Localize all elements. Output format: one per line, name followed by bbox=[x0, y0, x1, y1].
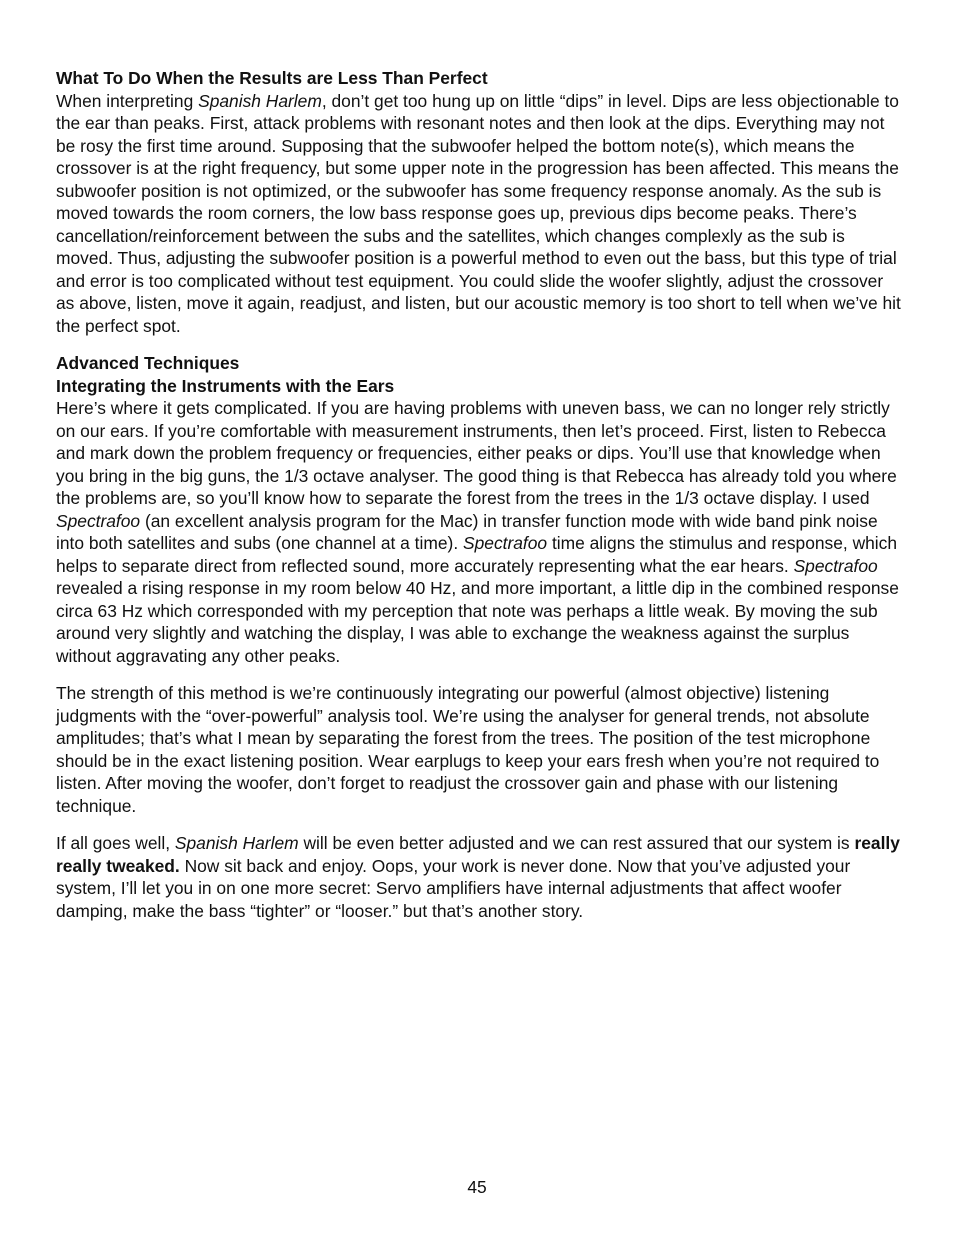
section-heading-advanced: Advanced Techniques bbox=[56, 353, 240, 373]
text-run: Now sit back and enjoy. Oops, your work is never done. Now that you’ve adjusted your system, I’ll let you in on one more secret: Servo amplifiers have internal adjustments that affect woofer damping, make the bass “tighter” or “looser.” but that’s another story. bbox=[56, 855, 851, 921]
italic-title-spanish-harlem: Spanish Harlem bbox=[174, 833, 299, 853]
section-heading-results: What To Do When the Results are Less Than Perfect bbox=[56, 68, 488, 88]
paragraph-results bbox=[56, 90, 902, 338]
text-run: will be even better adjusted and we can rest assured that our system is bbox=[298, 833, 855, 853]
paragraph-strength: The strength of this method is we’re continuously integrating our powerful (almost objective) listening judgments with the “over-powerful” analysis tool. We’re using the analyser for general trends, not absolute amplitudes; that’s what I mean by separating the forest from the trees. The position of the test microphone should be in the exact listening position. Wear earplugs to keep your ears fresh when you’re not required to listen. After moving the woofer, don’t forget to readjust the crossover gain and phase with our listening technique. bbox=[56, 683, 880, 816]
text-run: (an excellent analysis program for the Mac) in transfer function mode with wide band pink noise into both satellites and subs (one channel at a time). bbox=[56, 510, 878, 553]
italic-spectrafoo: Spectrafoo bbox=[793, 555, 878, 576]
section-subheading-integrating: Integrating the Instruments with the Ears bbox=[56, 375, 395, 396]
italic-spectrafoo: Spectrafoo bbox=[463, 533, 548, 553]
page-number: 45 bbox=[467, 1177, 487, 1197]
bold-emphasis: really really tweaked. bbox=[56, 833, 900, 876]
text-run: , don’t get too hung up on little “dips” in level. Dips are less objectionable to the ear than peaks. First, attack problems with resonant notes and then look at the dips. Everything may not be rosy the first time around. Supposing that the subwoofer helped the bottom note(s), which means the crossover is at the right frequency, but some upper note in the progression has been affected. This means the subwoofer position is not optimized, or the subwoofer has some frequency response anomaly. As the sub is moved towards the room corners, the low bass response goes up, previous dips become peaks. There’s cancellation/reinforcement between the subs and the satellites, which changes complexly as the sub is moved. Thus, adjusting the subwoofer position is a powerful method to even out the bass, but this type of trial and error is too complicated without test equipment. You could slide the woofer slightly, adjust the crossover as above, listen, move it again, readjust, and listen, but our acoustic memory is too short to tell when we’ve hit the perfect spot. bbox=[56, 90, 901, 336]
paragraph-integrating bbox=[56, 397, 902, 667]
text-run: When interpreting bbox=[56, 90, 199, 111]
italic-title-spanish-harlem: Spanish Harlem bbox=[198, 90, 322, 111]
paragraph-conclusion bbox=[56, 832, 902, 922]
document-body bbox=[56, 67, 902, 922]
text-run: Here’s where it gets complicated. If you are having problems with uneven bass, we can no longer rely strictly on our ears. If you’re comfortable with measurement instruments, then let’s proceed. First, listen to Rebecca and mark down the problem frequency or frequencies, either peaks or dips. You’ll use that knowledge when you bring in the big guns, the 1/3 octave analyser. The good thing is that Rebecca has already told you where the problems are, so you’ll know how to separate the forest from the trees in the 1/3 octave display. I used bbox=[56, 398, 897, 508]
text-run: If all goes well, bbox=[56, 833, 175, 853]
italic-spectrafoo: Spectrafoo bbox=[56, 510, 141, 531]
text-run: revealed a rising response in my room below 40 Hz, and more important, a little dip in the combined response circa 63 Hz which corresponded with my perception that note was perhaps a little weak. By moving the sub around very slightly and watching the display, I was able to exchange the weakness against the surplus without aggravating any other peaks. bbox=[56, 578, 899, 666]
text-run: time aligns the stimulus and response, which helps to separate direct from reflected sound, more accurately representing what the ear hears. bbox=[56, 533, 898, 576]
